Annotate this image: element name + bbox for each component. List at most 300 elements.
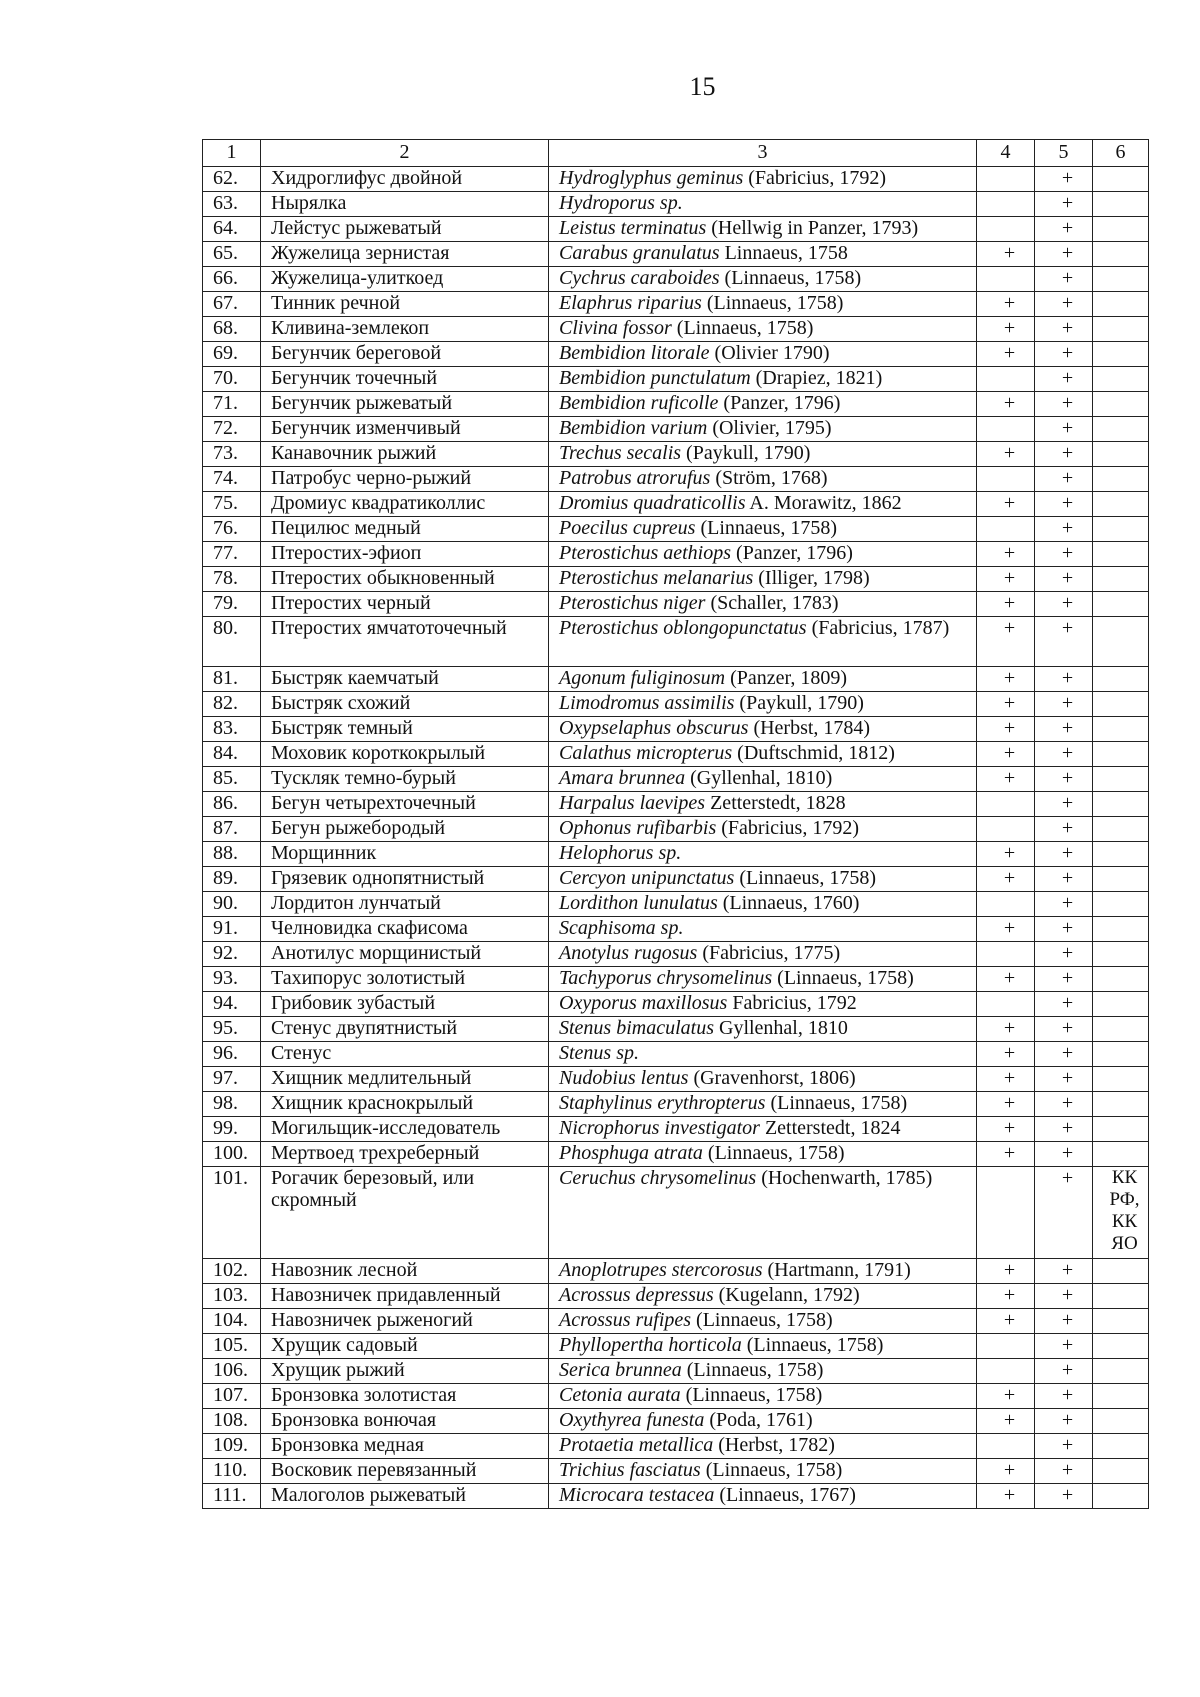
russian-name: Хрущик садовый — [261, 1334, 549, 1359]
row-number: 73. — [203, 442, 261, 467]
col-6-note — [1093, 517, 1149, 542]
latin-name: Acrossus rufipes — [559, 1309, 692, 1331]
russian-name: Лордитон лунчатый — [261, 892, 549, 917]
table-row — [203, 1167, 1149, 1259]
col-6-note — [1093, 692, 1149, 717]
russian-name: Кливина-землекоп — [261, 317, 549, 342]
latin-name: Pterostichus aethiops — [559, 542, 732, 564]
col-6-note — [1093, 192, 1149, 217]
latin-name: Bembidion ruficolle — [559, 392, 719, 414]
col-4-mark: + — [977, 1067, 1035, 1092]
col-4-mark — [977, 1167, 1035, 1259]
col-4-mark — [977, 217, 1035, 242]
col-4-mark: + — [977, 692, 1035, 717]
col-6-note — [1093, 1092, 1149, 1117]
author-year: (Ström, 1768) — [710, 467, 828, 489]
col-6-note — [1093, 317, 1149, 342]
russian-name: Птеростих ямчатоточечный — [261, 617, 549, 667]
col-4-mark: + — [977, 392, 1035, 417]
author-year: (Linnaeus, 1758) — [741, 1334, 884, 1356]
row-number: 86. — [203, 792, 261, 817]
col-5-mark: + — [1035, 1459, 1093, 1484]
table-row — [203, 1384, 1149, 1409]
author-year: (Linnaeus, 1758) — [695, 517, 838, 539]
latin-name: Lordithon lunulatus — [559, 892, 718, 914]
col-4-mark: + — [977, 667, 1035, 692]
latin-name: Elaphrus riparius — [559, 292, 702, 314]
col-6-note — [1093, 1117, 1149, 1142]
author-year: (Fabricius, 1792) — [743, 167, 887, 189]
russian-name: Бегун четырехточечный — [261, 792, 549, 817]
latin-name-cell — [549, 1142, 977, 1167]
russian-name: Птеростих-эфиоп — [261, 542, 549, 567]
row-number: 74. — [203, 467, 261, 492]
latin-name-cell — [549, 942, 977, 967]
latin-name: Harpalus laevipes — [559, 792, 706, 814]
latin-name: Limodromus assimilis — [559, 692, 735, 714]
latin-name: Ceruchus chrysomelinus — [559, 1167, 757, 1189]
author-year: (Olivier, 1795) — [707, 417, 832, 439]
col-5-mark: + — [1035, 1259, 1093, 1284]
col-4-mark: + — [977, 742, 1035, 767]
row-number: 75. — [203, 492, 261, 517]
row-number: 67. — [203, 292, 261, 317]
table-row — [203, 217, 1149, 242]
col-5-mark: + — [1035, 1434, 1093, 1459]
col-4-mark: + — [977, 717, 1035, 742]
table-row — [203, 767, 1149, 792]
latin-name: Phyllopertha horticola — [559, 1334, 742, 1356]
latin-name-cell — [549, 1459, 977, 1484]
russian-name: Мертвоед трехреберный — [261, 1142, 549, 1167]
col-4-mark — [977, 467, 1035, 492]
col-5-mark: + — [1035, 542, 1093, 567]
latin-name-cell — [549, 1167, 977, 1259]
col-4-mark: + — [977, 867, 1035, 892]
latin-name-cell — [549, 767, 977, 792]
col-5-mark: + — [1035, 467, 1093, 492]
russian-name: Птеростих обыкновенный — [261, 567, 549, 592]
table-row — [203, 317, 1149, 342]
latin-name-cell — [549, 267, 977, 292]
latin-name-cell — [549, 817, 977, 842]
col-5-mark: + — [1035, 667, 1093, 692]
row-number: 102. — [203, 1259, 261, 1284]
russian-name: Тинник речной — [261, 292, 549, 317]
col-5-mark: + — [1035, 792, 1093, 817]
col-5-mark: + — [1035, 742, 1093, 767]
russian-name: Хрущик рыжий — [261, 1359, 549, 1384]
russian-name: Тускляк темно-бурый — [261, 767, 549, 792]
author-year: A. Morawitz, 1862 — [745, 492, 902, 514]
col-4-mark: + — [977, 1484, 1035, 1509]
latin-name-cell — [549, 367, 977, 392]
row-number: 84. — [203, 742, 261, 767]
header-col-4: 4 — [977, 140, 1035, 167]
row-number: 103. — [203, 1284, 261, 1309]
row-number: 64. — [203, 217, 261, 242]
col-6-note — [1093, 342, 1149, 367]
latin-name: Ophonus rufibarbis — [559, 817, 717, 839]
latin-name-cell — [549, 1309, 977, 1334]
russian-name: Патробус черно-рыжий — [261, 467, 549, 492]
row-number: 72. — [203, 417, 261, 442]
latin-name-cell — [549, 442, 977, 467]
russian-name: Быстряк темный — [261, 717, 549, 742]
russian-name: Навозничек придавленный — [261, 1284, 549, 1309]
row-number: 70. — [203, 367, 261, 392]
col-5-mark: + — [1035, 1409, 1093, 1434]
table-row — [203, 842, 1149, 867]
col-6-note — [1093, 242, 1149, 267]
author-year: (Herbst, 1784) — [748, 717, 871, 739]
col-5-mark: + — [1035, 767, 1093, 792]
author-year: (Gyllenhal, 1810) — [685, 767, 833, 789]
col-6-note — [1093, 1067, 1149, 1092]
col-4-mark — [977, 517, 1035, 542]
table-row — [203, 942, 1149, 967]
latin-name-cell — [549, 1092, 977, 1117]
col-4-mark: + — [977, 967, 1035, 992]
latin-name-cell — [549, 317, 977, 342]
col-6-note — [1093, 667, 1149, 692]
col-6-note — [1093, 1384, 1149, 1409]
latin-name-cell — [549, 1384, 977, 1409]
russian-name: Хидроглифус двойной — [261, 167, 549, 192]
russian-name: Бегун рыжебородый — [261, 817, 549, 842]
col-4-mark: + — [977, 292, 1035, 317]
col-6-note — [1093, 217, 1149, 242]
table-row — [203, 867, 1149, 892]
col-6-note — [1093, 592, 1149, 617]
table-row — [203, 692, 1149, 717]
col-6-note — [1093, 1284, 1149, 1309]
col-5-mark: + — [1035, 1359, 1093, 1384]
author-year: (Linnaeus, 1758) — [719, 267, 862, 289]
col-4-mark — [977, 367, 1035, 392]
col-5-mark: + — [1035, 867, 1093, 892]
latin-name: Pterostichus niger — [559, 592, 706, 614]
col-5-mark: + — [1035, 1167, 1093, 1259]
table-row — [203, 592, 1149, 617]
col-4-mark — [977, 417, 1035, 442]
col-6-note — [1093, 1434, 1149, 1459]
russian-name: Лейстус рыжеватый — [261, 217, 549, 242]
col-6-note — [1093, 167, 1149, 192]
row-number: 82. — [203, 692, 261, 717]
latin-name-cell — [549, 1434, 977, 1459]
col-4-mark: + — [977, 567, 1035, 592]
russian-name: Жужелица-улиткоед — [261, 267, 549, 292]
author-year: (Linnaeus, 1758) — [671, 317, 814, 339]
row-number: 93. — [203, 967, 261, 992]
col-4-mark — [977, 992, 1035, 1017]
russian-name: Птеростих черный — [261, 592, 549, 617]
latin-name-cell — [549, 417, 977, 442]
col-6-note — [1093, 292, 1149, 317]
row-number: 96. — [203, 1042, 261, 1067]
col-5-mark: + — [1035, 267, 1093, 292]
latin-name-cell — [549, 567, 977, 592]
latin-name: Amara brunnea — [559, 767, 686, 789]
latin-name: Microcara testacea — [559, 1484, 715, 1506]
col-4-mark: + — [977, 542, 1035, 567]
col-5-mark: + — [1035, 942, 1093, 967]
row-number: 92. — [203, 942, 261, 967]
col-5-mark: + — [1035, 967, 1093, 992]
latin-name: Pterostichus oblongopunctatus — [559, 617, 807, 639]
russian-name: Грибовик зубастый — [261, 992, 549, 1017]
col-6-note — [1093, 367, 1149, 392]
table-row — [203, 392, 1149, 417]
col-6-note — [1093, 1017, 1149, 1042]
row-number: 78. — [203, 567, 261, 592]
latin-name-cell — [549, 1017, 977, 1042]
author-year: (Olivier 1790) — [709, 342, 830, 364]
author-year: (Hochenwarth, 1785) — [756, 1167, 933, 1189]
russian-name: Жужелица зернистая — [261, 242, 549, 267]
col-6-note — [1093, 742, 1149, 767]
row-number: 90. — [203, 892, 261, 917]
col-5-mark: + — [1035, 417, 1093, 442]
author-year: (Fabricius, 1787) — [806, 617, 950, 639]
table-row — [203, 742, 1149, 767]
latin-name: Agonum fuliginosum — [559, 667, 726, 689]
latin-name: Helophorus sp. — [559, 842, 682, 864]
latin-name-cell — [549, 1359, 977, 1384]
latin-name: Oxythyrea funesta — [559, 1409, 705, 1431]
latin-name: Serica brunnea — [559, 1359, 682, 1381]
col-4-mark — [977, 1434, 1035, 1459]
russian-name: Нырялка — [261, 192, 549, 217]
row-number: 66. — [203, 267, 261, 292]
col-4-mark: + — [977, 1459, 1035, 1484]
russian-name: Бегунчик береговой — [261, 342, 549, 367]
latin-name: Stenus sp. — [559, 1042, 639, 1064]
russian-name: Малоголов рыжеватый — [261, 1484, 549, 1509]
col-4-mark — [977, 267, 1035, 292]
row-number: 101. — [203, 1167, 261, 1259]
author-year: (Fabricius, 1792) — [716, 817, 860, 839]
header-row — [203, 140, 1149, 167]
russian-name: Рогачик березовый, или скромный — [261, 1167, 549, 1259]
col-5-mark: + — [1035, 392, 1093, 417]
latin-name-cell — [549, 167, 977, 192]
col-5-mark: + — [1035, 1042, 1093, 1067]
latin-name-cell — [549, 592, 977, 617]
col-4-mark — [977, 892, 1035, 917]
author-year: (Drapiez, 1821) — [750, 367, 883, 389]
row-number: 108. — [203, 1409, 261, 1434]
latin-name-cell — [549, 1284, 977, 1309]
row-number: 65. — [203, 242, 261, 267]
row-number: 77. — [203, 542, 261, 567]
author-year: (Herbst, 1782) — [713, 1434, 835, 1456]
table-row — [203, 1409, 1149, 1434]
col-6-note — [1093, 417, 1149, 442]
latin-name-cell — [549, 1067, 977, 1092]
table-row — [203, 1017, 1149, 1042]
col-5-mark: + — [1035, 242, 1093, 267]
col-6-note — [1093, 267, 1149, 292]
col-6-note — [1093, 492, 1149, 517]
col-5-mark: + — [1035, 617, 1093, 667]
russian-name: Анотилус морщинистый — [261, 942, 549, 967]
table-body — [203, 167, 1149, 1509]
latin-name-cell — [549, 1484, 977, 1509]
author-year: (Fabricius, 1775) — [697, 942, 841, 964]
latin-name-cell — [549, 992, 977, 1017]
latin-name: Trichius fasciatus — [559, 1459, 701, 1481]
russian-name: Могильщик-исследователь — [261, 1117, 549, 1142]
col-4-mark: + — [977, 242, 1035, 267]
col-6-note — [1093, 567, 1149, 592]
latin-name: Cychrus caraboides — [559, 267, 720, 289]
russian-name: Пецилюс медный — [261, 517, 549, 542]
col-6-note — [1093, 942, 1149, 967]
col-6-note — [1093, 967, 1149, 992]
latin-name-cell — [549, 467, 977, 492]
col-4-mark: + — [977, 842, 1035, 867]
table-row — [203, 617, 1149, 667]
header-col-5: 5 — [1035, 140, 1093, 167]
col-6-note — [1093, 817, 1149, 842]
col-6-note — [1093, 1259, 1149, 1284]
author-year: Linnaeus, 1758 — [719, 242, 848, 264]
row-number: 99. — [203, 1117, 261, 1142]
author-year: (Schaller, 1783) — [705, 592, 839, 614]
row-number: 87. — [203, 817, 261, 842]
col-4-mark: + — [977, 1384, 1035, 1409]
russian-name: Восковик перевязанный — [261, 1459, 549, 1484]
col-6-note — [1093, 617, 1149, 667]
col-5-mark: + — [1035, 1284, 1093, 1309]
col-4-mark: + — [977, 1284, 1035, 1309]
col-5-mark: + — [1035, 442, 1093, 467]
row-number: 63. — [203, 192, 261, 217]
author-year: (Hartmann, 1791) — [762, 1259, 911, 1281]
russian-name: Бронзовка вонючая — [261, 1409, 549, 1434]
table-row — [203, 192, 1149, 217]
russian-name: Быстряк схожий — [261, 692, 549, 717]
header-col-2: 2 — [261, 140, 549, 167]
russian-name: Хищник медлительный — [261, 1067, 549, 1092]
latin-name: Scaphisoma sp. — [559, 917, 684, 939]
col-4-mark: + — [977, 342, 1035, 367]
col-6-note — [1093, 992, 1149, 1017]
russian-name: Бронзовка золотистая — [261, 1384, 549, 1409]
author-year: (Kugelann, 1792) — [713, 1284, 860, 1306]
latin-name-cell — [549, 967, 977, 992]
col-5-mark: + — [1035, 492, 1093, 517]
latin-name: Leistus terminatus — [559, 217, 707, 239]
latin-name-cell — [549, 692, 977, 717]
latin-name-cell — [549, 792, 977, 817]
col-5-mark: + — [1035, 342, 1093, 367]
author-year: (Linnaeus, 1758) — [734, 867, 876, 889]
row-number: 106. — [203, 1359, 261, 1384]
row-number: 110. — [203, 1459, 261, 1484]
latin-name-cell — [549, 242, 977, 267]
latin-name: Hydroporus sp. — [559, 192, 683, 214]
author-year: (Panzer, 1809) — [725, 667, 848, 689]
russian-name: Бегунчик точечный — [261, 367, 549, 392]
table-row — [203, 517, 1149, 542]
table-row — [203, 1092, 1149, 1117]
col-6-note — [1093, 1484, 1149, 1509]
russian-name: Бронзовка медная — [261, 1434, 549, 1459]
latin-name-cell — [549, 1042, 977, 1067]
col-6-note — [1093, 842, 1149, 867]
table-row — [203, 1459, 1149, 1484]
author-year: (Hellwig in Panzer, 1793) — [706, 217, 919, 239]
col-5-mark: + — [1035, 692, 1093, 717]
latin-name: Anoplotrupes stercorosus — [559, 1259, 763, 1281]
col-5-mark: + — [1035, 1092, 1093, 1117]
table-row — [203, 967, 1149, 992]
author-year: (Duftschmid, 1812) — [732, 742, 895, 764]
latin-name-cell — [549, 667, 977, 692]
latin-name: Bembidion punctulatum — [559, 367, 751, 389]
latin-name-cell — [549, 517, 977, 542]
table-row — [203, 1067, 1149, 1092]
latin-name-cell — [549, 867, 977, 892]
row-number: 68. — [203, 317, 261, 342]
latin-name-cell — [549, 542, 977, 567]
latin-name: Tachyporus chrysomelinus — [559, 967, 773, 989]
row-number: 71. — [203, 392, 261, 417]
table-row — [203, 1484, 1149, 1509]
col-5-mark: + — [1035, 217, 1093, 242]
russian-name: Челновидка скафисома — [261, 917, 549, 942]
latin-name: Patrobus atrorufus — [559, 467, 711, 489]
latin-name-cell — [549, 342, 977, 367]
col-6-note — [1093, 467, 1149, 492]
col-4-mark: + — [977, 492, 1035, 517]
author-year: (Linnaeus, 1758) — [691, 1309, 833, 1331]
col-4-mark: + — [977, 1259, 1035, 1284]
latin-name: Calathus micropterus — [559, 742, 733, 764]
author-year: (Illiger, 1798) — [753, 567, 870, 589]
author-year: (Poda, 1761) — [704, 1409, 813, 1431]
row-number: 98. — [203, 1092, 261, 1117]
col-6-note — [1093, 1042, 1149, 1067]
col-6-note — [1093, 392, 1149, 417]
latin-name: Anotylus rugosus — [559, 942, 698, 964]
col-4-mark — [977, 792, 1035, 817]
col-4-mark — [977, 192, 1035, 217]
latin-name: Trechus secalis — [559, 442, 682, 464]
col-4-mark: + — [977, 767, 1035, 792]
table-row — [203, 717, 1149, 742]
row-number: 104. — [203, 1309, 261, 1334]
table-row — [203, 442, 1149, 467]
latin-name-cell — [549, 742, 977, 767]
russian-name: Тахипорус золотистый — [261, 967, 549, 992]
col-5-mark: + — [1035, 1484, 1093, 1509]
col-4-mark: + — [977, 1309, 1035, 1334]
table-row — [203, 1334, 1149, 1359]
row-number: 100. — [203, 1142, 261, 1167]
latin-name: Carabus granulatus — [559, 242, 720, 264]
row-number: 80. — [203, 617, 261, 667]
table-row — [203, 542, 1149, 567]
author-year: Zetterstedt, 1824 — [759, 1117, 901, 1139]
row-number: 81. — [203, 667, 261, 692]
author-year: (Linnaeus, 1758) — [681, 1359, 824, 1381]
header-col-1: 1 — [203, 140, 261, 167]
col-6-note — [1093, 1142, 1149, 1167]
